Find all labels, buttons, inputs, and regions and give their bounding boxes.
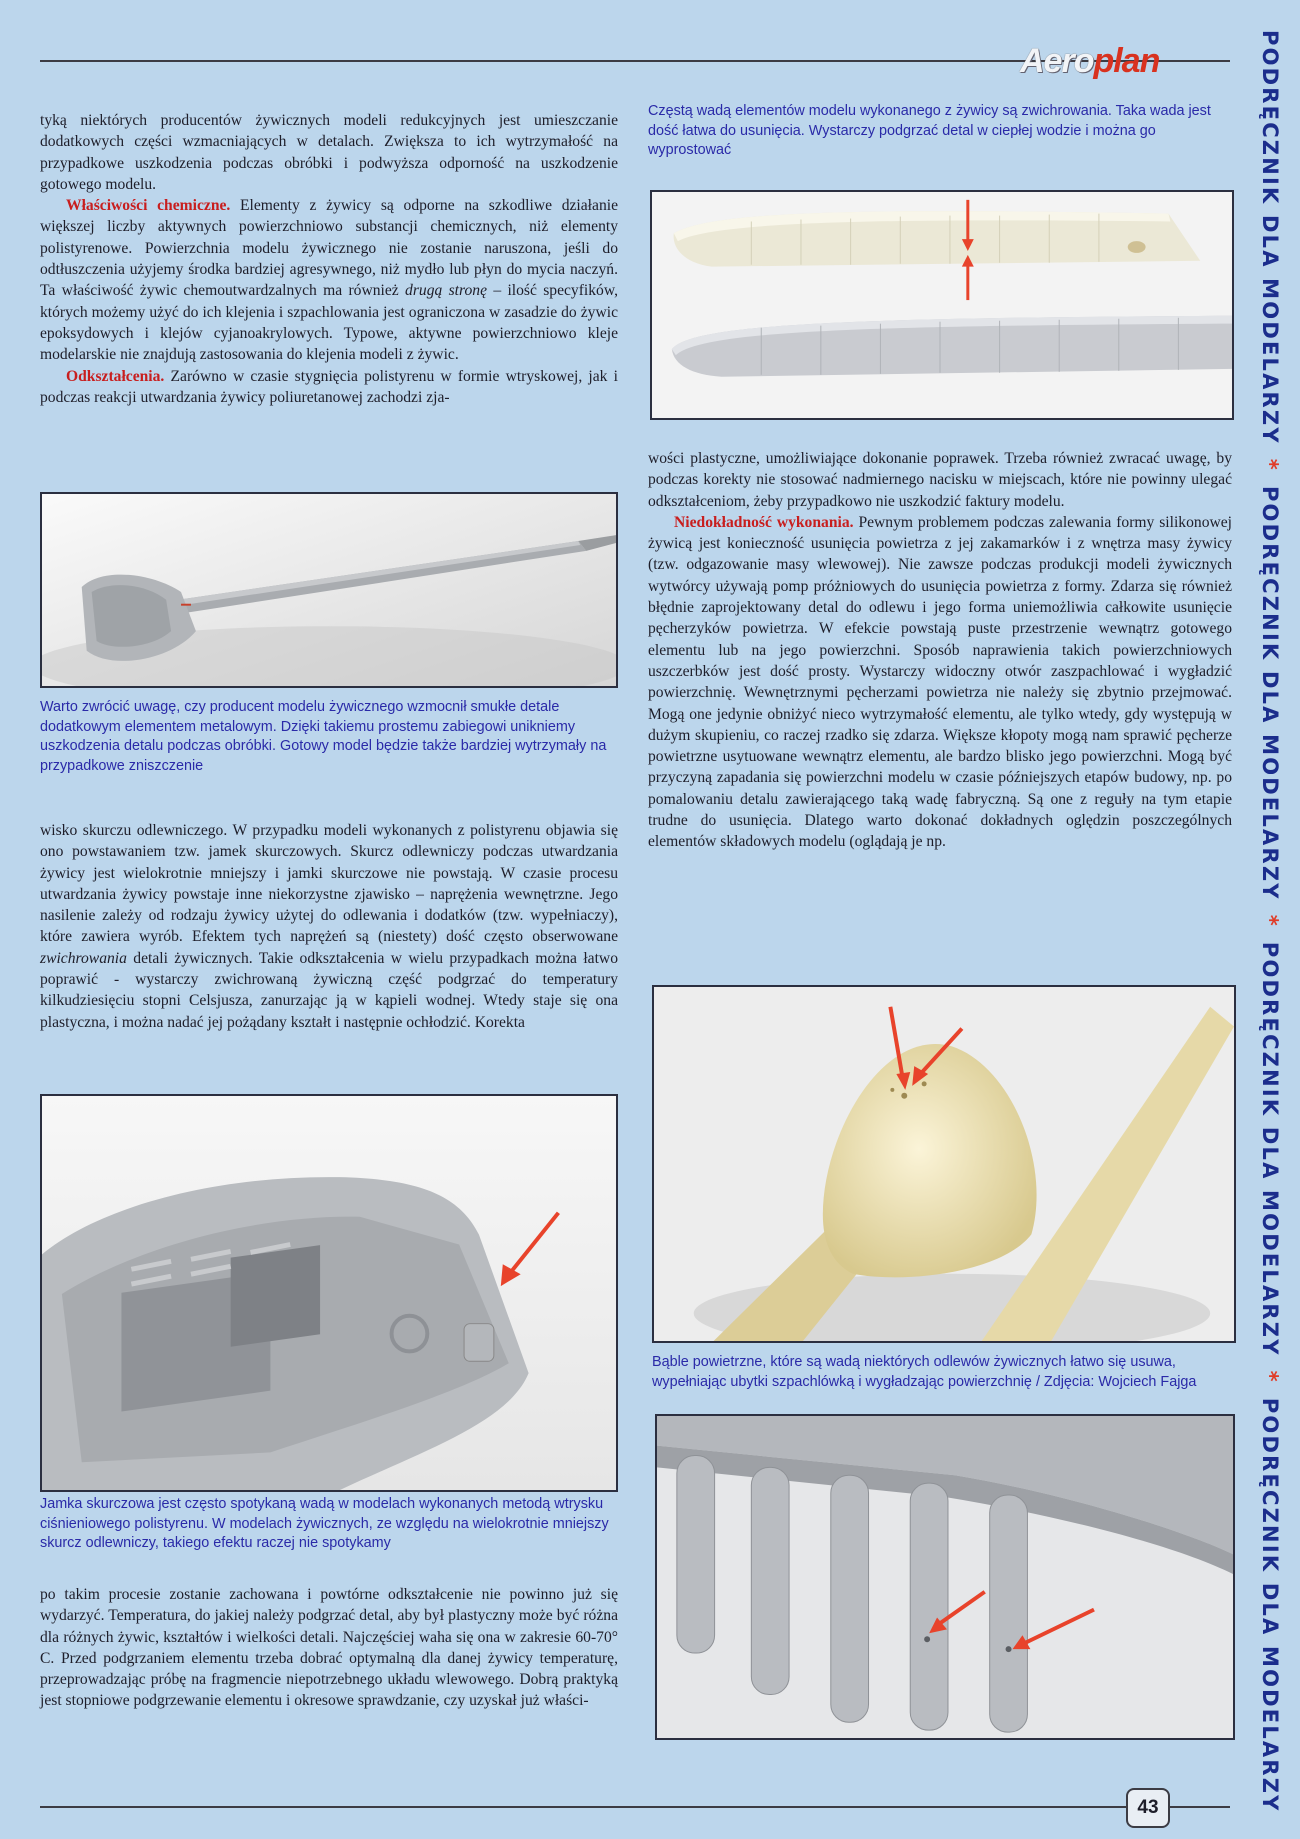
photo-caption: Bąble powietrzne, które są wadą niektórych odlewów żywicznych łatwo się usuwa, wypełniając ubytki szpachlówką i wygładzając powierzchnię / Zdjęcia: Wojciech Fajga <box>652 1354 1197 1390</box>
caption-top-block <box>648 102 1232 161</box>
sidebar-banner <box>1240 0 1300 1839</box>
star-separator: * <box>1258 1370 1282 1384</box>
paragraph-deformation: Odkształcenia. Zarówno w czasie stygnięcia polistyrenu w formie wtryskowej, jak i podczas reakcji utwardzania żywicy poliuretanowej zachodzi zja- <box>40 367 618 406</box>
page-number: 43 <box>1126 1788 1170 1828</box>
photo-caption: Warto zwrócić uwagę, czy producent modelu żywicznego wzmocnił smukłe detale dodatkowym elementem metalowym. Dzięki takiemu prostemu zabiegowi unikniemy uszkodzenia detalu podczas obróbki. Gotowy model będzie także bardziej wytrzymały na przypadkowe zniszczenie <box>40 699 607 774</box>
caption-3-block <box>652 1353 1236 1392</box>
photo-caption: Jamka skurczowa jest często spotykaną wadą w modelach wykonanych metodą wtrysku ciśnieniowego polistyrenu. W modelach żywicznych, ze względu na wielokrotnie mniejszy skurcz odlewniczy, takiego efektu raczej nie spotykamy <box>40 1496 609 1552</box>
sidebar-segment: PODRĘCZNIK DLA MODELARZY <box>1258 1397 1282 1813</box>
paragraph-shrinkage: wisko skurczu odlewniczego. W przypadku modeli wykonanych z polistyrenu objawia się ono powstawaniem tzw. jamek skurczowych. Skurcz odlewniczy podczas utwardzania żywicy jest wielokrotnie mniejszy i jamki skurczowe nie powstają. W czasie procesu utwardzania żywicy powstaje inne niekorzystne zjawisko – naprężenia wewnętrzne. Jego nasilenie zależy od rodzaju żywicy użytej do odlewania i dodatków (tzw. wypełniaczy), które zawiera wyrób. Efektem tych naprężeń są (niestety) dość często obserwowane zwichrowania detali żywicznych. Takie odkształcenia w wielu przypadkach można łatwo poprawić - wystarczy zwichrowaną żywiczną część podgrzać do temperatury kilkudziesięciu stopni Celsjusza, zanurzając ją w kąpieli wodnej. Wtedy staje się ona plastyczna, i można nadać jej pożądany kształt i następnie ochłodzić. Korekta <box>40 822 618 1031</box>
left-text-block-3 <box>40 1584 618 1712</box>
paragraph: wości plastyczne, umożliwiające dokonanie poprawek. Trzeba również zwracać uwagę, by podczas korekty nie stosować nadmiernego nacisku w miejscach, które nie powinny ulegać odkształceniom, żeby przypadkowo nie uszkodzić faktury modelu. <box>648 450 1232 510</box>
sidebar-segment: PODRĘCZNIK DLA MODELARZY <box>1258 30 1282 445</box>
caption-2-block <box>40 1495 620 1554</box>
star-separator: * <box>1258 458 1282 472</box>
star-separator: * <box>1258 914 1282 928</box>
sidebar-segment: PODRĘCZNIK DLA MODELARZY <box>1258 485 1282 901</box>
photo-shrink-mark <box>40 1094 618 1492</box>
photo-warped-wings <box>650 190 1234 420</box>
sidebar-segment: PODRĘCZNIK DLA MODELARZY <box>1258 941 1282 1357</box>
aeroplan-logo: Aeroplan <box>1020 42 1160 80</box>
footer-rule <box>40 1806 1230 1808</box>
left-text-block-1 <box>40 110 618 408</box>
caption-1-block <box>40 698 620 776</box>
lead-heading: Niedokładność wykonania. <box>674 513 854 531</box>
paragraph-chemical: Właściwości chemiczne. Elementy z żywicy są odporne na szkodliwe działanie większej liczby aktywnych powierzchniowo substancji chemicznych, niż elementy polistyrenowe. Powierzchnia modelu żywicznego nie zostanie naruszona, jeśli do odtłuszczenia użyjemy środka bardziej agresywnego, niż mydło lub płyn do mycia naczyń. Ta właściwość żywic chemoutwardzalnych ma również drugą stronę – ilość specyfików, których możemy użyć do ich klejenia i szpachlowania jest ograniczona w zasadzie do żywic epoksydowych i klejów cyjanoakrylowych. Typowe, aktywne powierzchniowo kleje modelarskie nie znajdują zastosowania do klejenia modeli z żywic. <box>40 197 618 364</box>
right-text-block <box>648 448 1232 853</box>
paragraph: po takim procesie zostanie zachowana i powtórne odkształcenie nie powinno już się wydarzyć. Temperatura, do jakiej należy podgrzać detal, aby był plastyczny może być różna dla różnych żywic, kształtów i wielkości detali. Najczęściej waha się ona w zakresie 60-70° C. Przed podgrzaniem elementu trzeba dobrać optymalną dla danej żywicy temperaturę, przeprowadzając próbę na fragmencie niepotrzebnego układu wlewowego. Dobrą praktyką jest stopniowe podgrzewanie elementu i okresowe sprawdzanie, czy uzyskał już właści- <box>40 1586 618 1710</box>
paragraph-inaccuracy: Niedokładność wykonania. Pewnym problemem podczas zalewania formy silikonowej żywicą jest konieczność usunięcia powietrza z jej zakamarków i z wnętrza masy żywicy (tzw. odgazowanie masy wlewowej). Nie zawsze podczas produkcji modeli żywicznych wytwórcy używają pomp próżniowych do usunięcia powietrza z formy. Zdarza się również błędnie zaprojektowany detal do odlewu i jego forma uniemożliwia całkowite usunięcie pęcherzyków powietrza. W efekcie powstają puste przestrzenie wewnątrz gotowego elementu lub na jego powierzchni. Sposób naprawienia takich powierzchniowych uszczerbków jest dość prosty. Wystarczy widoczny otwór zaszpachlować i wygładzić powierzchnię. Wewnętrznymi pęcherzami powietrza nie należy się zbytnio przejmować. Mogą one jedynie obniżyć nieco wytrzymałość elementu, ale tylko wtedy, gdy występują w dużym skupieniu, co raczej rzadko się zdarza. Większe kłopoty mogą nam sprawić pęcherze powietrzne usytuowane wewnątrz elementu, ale bardzo blisko jego powierzchni. Mogą być przyczyną zapadania się powierzchni modelu w czasie późniejszych etapów budowy, np. po pomalowaniu detalu zawierającego taką wadę fabryczną. Są one z reguły na tym etapie trudne do usunięcia. Dlatego warto dokonać dokładnych oględzin poszczególnych elementów składowych modelu (oglądają je np. <box>648 513 1232 851</box>
photo-casting-gates <box>655 1414 1235 1740</box>
photo-air-bubbles <box>652 985 1236 1343</box>
sidebar-text <box>1258 30 1282 1813</box>
lead-heading: Odkształcenia. <box>66 367 165 385</box>
left-text-block-2 <box>40 820 618 1033</box>
photo-resin-rod <box>40 492 618 688</box>
paragraph: tyką niektórych producentów żywicznych modeli redukcyjnych jest umieszczanie dodatkowych części wzmacniających w detalach. Zwiększa to ich wytrzymałość na przypadkowe uszkodzenia podczas obróbki i podwyższa odporność na uszkodzenie gotowego modelu. <box>40 112 618 193</box>
photo-caption: Częstą wadą elementów modelu wykonanego z żywicy są zwichrowania. Taka wada jest dość łatwa do usunięcia. Wystarczy podgrzać detal w ciepłej wodzie i można go wyprostować <box>648 103 1211 159</box>
lead-heading: Właściwości chemiczne. <box>66 197 231 215</box>
